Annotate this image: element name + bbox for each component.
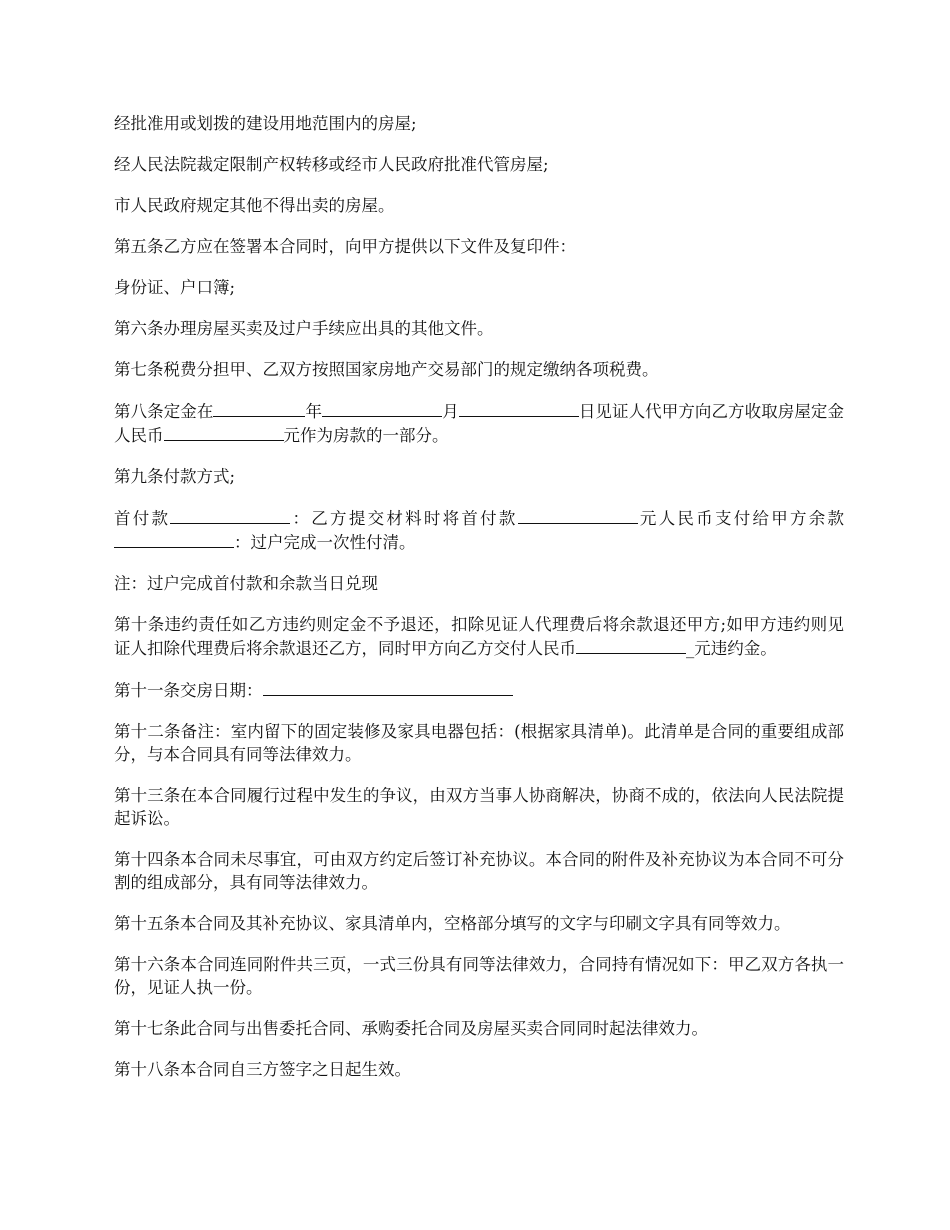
clause-14: 第十四条本合同未尽事宜，可由双方约定后签订补充协议。本合同的附件及补充协议为本合同不可分割的组成部分，具有同等法律效力。 xyxy=(114,850,844,892)
clause-8-text-d: 日见证人代甲方向乙方收取房屋定金人民币 xyxy=(114,402,845,445)
penalty-amount-blank[interactable] xyxy=(576,636,686,654)
payment-text-a: 首付款 xyxy=(114,509,171,528)
year-blank[interactable] xyxy=(213,399,305,417)
clause-text: 经批准用或划拨的建设用地范围内的房屋; xyxy=(114,114,417,133)
clause-8-text-b: 年 xyxy=(305,402,323,421)
clause-8-text-e: 元作为房款的一部分。 xyxy=(283,426,449,445)
clause-15: 第十五条本合同及其补充协议、家具清单内，空格部分填写的文字与印刷文字具有同等效力。 xyxy=(114,914,791,933)
clause-17: 第十七条此合同与出售委托合同、承购委托合同及房屋买卖合同同时起法律效力。 xyxy=(114,1019,708,1038)
clause-8-text-a: 第八条定金在 xyxy=(114,402,214,421)
document-page xyxy=(114,112,844,1099)
clause-payment xyxy=(114,506,844,554)
payment-text-b: ：乙方提交材料时将首付款 xyxy=(290,509,518,528)
clause-9: 第九条付款方式; xyxy=(114,467,236,486)
clause-10-text-b: _元违约金。 xyxy=(686,639,777,658)
clause-12: 第十二条备注：室内留下的固定装修及家具电器包括：(根据家具清单)。此清单是合同的重要组成部分，与本合同具有同等法律效力。 xyxy=(114,722,844,764)
clause-text: 身份证、户口簿; xyxy=(114,278,236,297)
payment-text-c: 元人民币支付给甲方余款 xyxy=(637,509,845,528)
clause-16: 第十六条本合同连同附件共三页，一式三份具有同等法律效力，合同持有情况如下：甲乙双方各执一份，见证人执一份。 xyxy=(114,955,844,997)
down-payment-blank[interactable] xyxy=(170,506,290,524)
deposit-amount-blank[interactable] xyxy=(164,423,284,441)
clause-11-text: 第十一条交房日期： xyxy=(114,681,263,700)
clause-18: 第十八条本合同自三方签字之日起生效。 xyxy=(114,1060,411,1079)
clause-8 xyxy=(114,399,844,447)
balance-blank[interactable] xyxy=(114,530,234,548)
note-text: 注：过户完成首付款和余款当日兑现 xyxy=(114,574,378,593)
clause-13: 第十三条在本合同履行过程中发生的争议，由双方当事人协商解决，协商不成的，依法向人民法院提起诉讼。 xyxy=(114,786,844,828)
clause-5: 第五条乙方应在签署本合同时，向甲方提供以下文件及复印件： xyxy=(114,237,576,256)
down-payment-amount-blank[interactable] xyxy=(518,506,638,524)
day-blank[interactable] xyxy=(459,399,579,417)
clause-6: 第六条办理房屋买卖及过户手续应出具的其他文件。 xyxy=(114,319,494,338)
clause-text: 经人民法院裁定限制产权转移或经市人民政府批准代管房屋; xyxy=(114,155,549,174)
clause-10 xyxy=(114,613,844,660)
clause-8-text-c: 月 xyxy=(442,402,459,421)
payment-text-d: ：过户完成一次性付清。 xyxy=(234,533,416,552)
clause-10-text-a: 第十条违约责任如乙方违约则定金不予退还，扣除见证人代理费后将余款退还甲方;如甲方违约则见证人扣除代理费后将余款退还乙方，同时甲方向乙方交付人民币 xyxy=(114,615,844,658)
month-blank[interactable] xyxy=(322,399,442,417)
handover-date-blank[interactable] xyxy=(263,678,513,696)
clause-text: 市人民政府规定其他不得出卖的房屋。 xyxy=(114,196,395,215)
clause-7: 第七条税费分担甲、乙双方按照国家房地产交易部门的规定缴纳各项税费。 xyxy=(114,360,659,379)
clause-11 xyxy=(114,678,844,702)
